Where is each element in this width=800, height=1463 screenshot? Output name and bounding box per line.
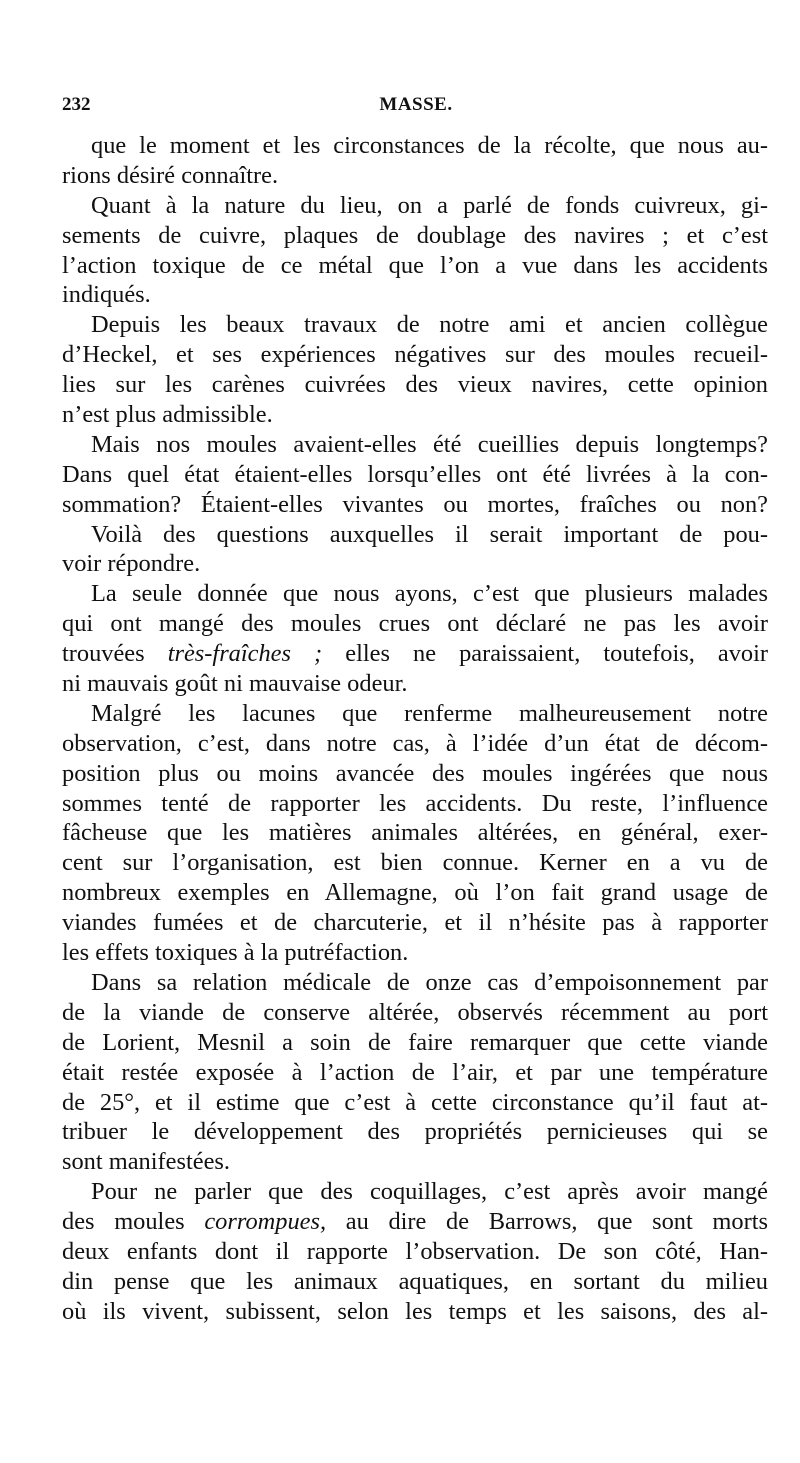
text-line (62, 968, 768, 998)
running-title: MASSE. (379, 94, 453, 115)
text-run: qui ont mangé des moules crues ont déclaré ne pas les avoir (62, 610, 768, 638)
text-run: sommes tenté de rapporter les accidents. Du reste, l’influence (62, 789, 768, 817)
text-run: les effets toxiques à la putréfaction. (62, 939, 409, 967)
text-line (62, 460, 768, 490)
text-run: cent sur l’organisation, est bien connue. Kerner en a vu de (62, 849, 768, 877)
text-run: Dans quel état étaient-elles lorsqu’elles ont été livrées à la con- (62, 460, 768, 488)
body-text (62, 131, 768, 1327)
text-line (62, 1207, 768, 1237)
page-number: 232 (62, 94, 91, 115)
text-run: Pour ne parler que des coquillages, c’est après avoir mangé (91, 1178, 768, 1206)
text-run: rions désiré connaître. (62, 161, 279, 189)
paragraph (62, 430, 768, 520)
text-line (62, 1267, 768, 1297)
text-line (62, 818, 768, 848)
text-line (62, 579, 768, 609)
text-line (62, 251, 768, 281)
text-line (62, 759, 768, 789)
text-run: fâcheuse que les matières animales altérées, en général, exer- (62, 819, 768, 847)
text-run: indiqués. (62, 281, 151, 309)
text-run: position plus ou moins avancée des moules ingérées que nous (62, 759, 768, 787)
text-line (62, 908, 768, 938)
text-run: trouvées (62, 640, 168, 668)
text-run: tribuer le développement des propriétés pernicieuses qui se (62, 1118, 768, 1146)
text-line (62, 131, 768, 161)
text-run: des moules (62, 1208, 205, 1236)
text-line (62, 549, 768, 579)
italic-text: corrompues, (204, 1208, 327, 1236)
text-run: elles ne paraissaient, toutefois, avoir (322, 640, 768, 668)
text-run: où ils vivent, subissent, selon les temps et les saisons, des al- (62, 1297, 768, 1325)
paragraph (62, 310, 768, 430)
text-line (62, 1088, 768, 1118)
text-line (62, 699, 768, 729)
text-line (62, 310, 768, 340)
text-line (62, 998, 768, 1028)
text-run: Malgré les lacunes que renferme malheureusement notre (91, 699, 768, 727)
text-line (62, 1177, 768, 1207)
text-run: voir répondre. (62, 550, 201, 578)
italic-text: très-fraîches ; (167, 640, 323, 668)
text-line (62, 1237, 768, 1267)
text-run: observation, c’est, dans notre cas, à l’idée d’un état de décom- (62, 729, 768, 757)
paragraph (62, 520, 768, 580)
text-line (62, 520, 768, 550)
text-line (62, 161, 768, 191)
text-run: Quant à la nature du lieu, on a parlé de fonds cuivreux, gi- (91, 191, 768, 219)
text-line (62, 221, 768, 251)
paragraph (62, 1177, 768, 1326)
text-run: Depuis les beaux travaux de notre ami et ancien collègue (91, 311, 768, 339)
text-run: de Lorient, Mesnil a soin de faire remarquer que cette viande (62, 1028, 768, 1056)
page-header (62, 94, 770, 124)
text-run: La seule donnée que nous ayons, c’est que plusieurs malades (91, 580, 768, 608)
text-run: de la viande de conserve altérée, observés récemment au port (62, 998, 768, 1026)
text-run: sont manifestées. (62, 1148, 230, 1176)
text-line (62, 430, 768, 460)
text-run: l’action toxique de ce métal que l’on a vue dans les accidents (62, 251, 768, 279)
text-line (62, 639, 768, 669)
text-run: d’Heckel, et ses expériences négatives sur des moules recueil- (62, 341, 768, 369)
text-run: sommation? Étaient-elles vivantes ou mortes, fraîches ou non? (62, 490, 768, 518)
text-run: n’est plus admissible. (62, 401, 273, 429)
text-line (62, 609, 768, 639)
text-run: Mais nos moules avaient-elles été cueillies depuis longtemps? (91, 430, 768, 458)
text-run: sements de cuivre, plaques de doublage des navires ; et c’est (62, 221, 768, 249)
text-run: deux enfants dont il rapporte l’observation. De son côté, Han- (62, 1237, 768, 1265)
text-run: lies sur les carènes cuivrées des vieux navires, cette opinion (62, 371, 768, 399)
text-line (62, 848, 768, 878)
text-line (62, 1297, 768, 1327)
text-line (62, 490, 768, 520)
text-line (62, 400, 768, 430)
text-run: ni mauvais goût ni mauvaise odeur. (62, 670, 408, 698)
text-line (62, 789, 768, 819)
text-line (62, 370, 768, 400)
text-line (62, 729, 768, 759)
text-line (62, 1028, 768, 1058)
text-run: din pense que les animaux aquatiques, en sortant du milieu (62, 1267, 768, 1295)
text-run: nombreux exemples en Allemagne, où l’on fait grand usage de (62, 879, 768, 907)
text-run: de 25°, et il estime que c’est à cette circonstance qu’il faut at- (62, 1088, 768, 1116)
text-line (62, 878, 768, 908)
text-line (62, 340, 768, 370)
text-line (62, 669, 768, 699)
text-line (62, 1117, 768, 1147)
text-line (62, 1147, 768, 1177)
paragraph (62, 131, 768, 191)
paragraph (62, 968, 768, 1177)
paragraph (62, 191, 768, 311)
text-run: viandes fumées et de charcuterie, et il n’hésite pas à rapporter (62, 909, 768, 937)
text-line (62, 1058, 768, 1088)
text-run: Dans sa relation médicale de onze cas d’empoisonnement par (91, 968, 768, 996)
text-run: au dire de Barrows, que sont morts (326, 1208, 768, 1236)
text-run: Voilà des questions auxquelles il serait important de pou- (91, 520, 768, 548)
text-run: que le moment et les circonstances de la récolte, que nous au- (91, 132, 768, 159)
text-line (62, 280, 768, 310)
text-line (62, 938, 768, 968)
paragraph (62, 699, 768, 968)
text-line (62, 191, 768, 221)
text-run: était restée exposée à l’action de l’air, et par une température (62, 1058, 768, 1086)
paragraph (62, 579, 768, 699)
